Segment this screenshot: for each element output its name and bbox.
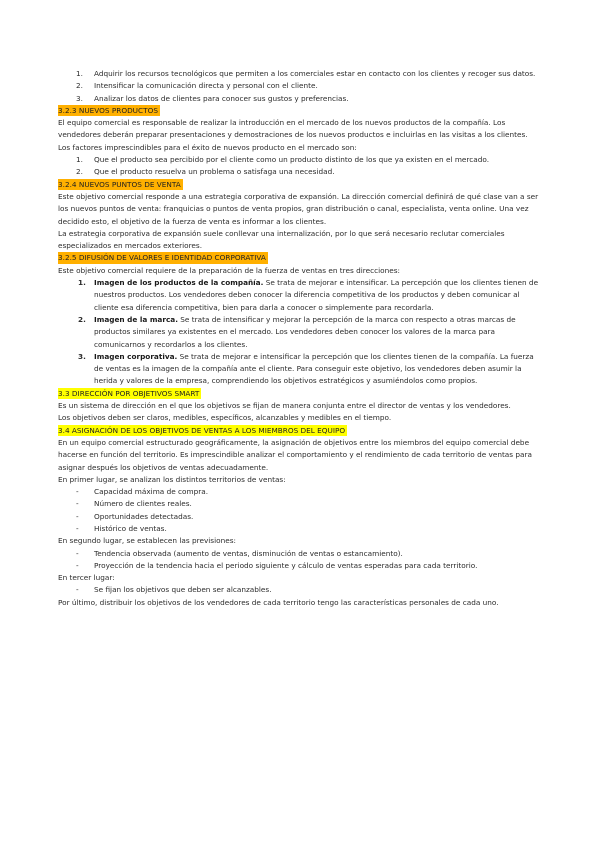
paragraph: En un equipo comercial estructurado geográficamente, la asignación de objetivos entre los miembros del equipo comercial debe hacerse en función del territorio. Es imprescindible analizar el comportamiento y el rendimiento de cada territorio de ventas para asignar después los objetivos de ventas adecuadamente. — [58, 437, 532, 472]
objectives-list — [58, 584, 544, 596]
list-item: - Tendencia observada (aumento de ventas, disminución de ventas o estancamiento). — [76, 548, 403, 558]
paragraph: En primer lugar, se analizan los distintos territorios de ventas: — [58, 474, 286, 484]
list-item: 1. Que el producto sea percibido por el cliente como un producto distinto de los que ya existen en el mercado. — [76, 155, 490, 165]
list-item: 3. Analizar los datos de clientes para conocer sus gustos y preferencias. — [76, 93, 349, 103]
factors-list — [58, 154, 544, 179]
section-heading-3-2-4: 3.2.4 NUEVOS PUNTOS DE VENTA — [58, 179, 181, 189]
paragraph: Es un sistema de dirección en el que los objetivos se fijan de manera conjunta entre el director de ventas y los vendedores. — [58, 401, 511, 411]
directions-list — [58, 277, 544, 388]
list-item: 1. Adquirir los recursos tecnológicos que permiten a los comerciales estar en contacto con los clientes y recoger sus datos. — [76, 69, 536, 78]
paragraph: Este objetivo comercial responde a una estrategia corporativa de expansión. La dirección comercial definirá de qué clase van a ser los nuevos puntos de venta: franquicias o puntos de venta propios, gran distribución o canal, especialista, venta online. Una vez decidido esto, el objetivo de la fuerza de venta es informar a los clientes. — [58, 191, 539, 226]
intro-list — [58, 68, 544, 105]
paragraph: El equipo comercial es responsable de realizar la introducción en el mercado de los nuevos productos de la compañía. Los vendedores deberán preparar presentaciones y demostraciones de los nuevos productos e incluirlas en las visitas a los clientes. — [58, 118, 528, 140]
list-item: 3. Imagen corporativa. Se trata de mejorar e intensificar la percepción que los clientes tienen de la compañía. La fuerza de ventas es la imagen de la compañía ante el cliente. Para conseguir este objetivo, los vendedores deben asumir la herida y valores de la empresa, comprendiendo los objetivos estratégicos y asumiéndolos como propios. — [78, 351, 534, 386]
list-item: - Oportunidades detectadas. — [76, 511, 194, 521]
section-heading-3-3: 3.3 DIRECCIÓN POR OBJETIVOS SMART — [58, 388, 200, 398]
list-item: 2. Imagen de la marca. Se trata de intensificar y mejorar la percepción de la marca con respecto a otras marcas de productos similares ya existentes en el mercado. Los vendedores deben conocer los valores de la marca para comunicarnos y recordarlos a los clientes. — [78, 314, 516, 349]
paragraph: En segundo lugar, se establecen las previsiones: — [58, 536, 236, 546]
paragraph: Por último, distribuir los objetivos de los vendedores de cada territorio tengo las características personales de cada uno. — [58, 597, 499, 607]
forecast-list — [58, 548, 544, 573]
paragraph: Los factores imprescindibles para el éxito de nuevos producto en el mercado son: — [58, 142, 357, 152]
list-item: - Histórico de ventas. — [76, 523, 167, 533]
list-item: - Número de clientes reales. — [76, 499, 192, 509]
list-item: 2. Intensificar la comunicación directa y personal con el cliente. — [76, 81, 318, 91]
paragraph: Este objetivo comercial requiere de la preparación de la fuerza de ventas en tres direcciones: — [58, 265, 400, 275]
paragraph: En tercer lugar: — [58, 573, 115, 583]
list-item: - Se fijan los objetivos que deben ser alcanzables. — [76, 585, 272, 595]
paragraph: Los objetivos deben ser claros, medibles, específicos, alcanzables y medibles en el tiempo. — [58, 413, 392, 423]
list-item: - Proyección de la tendencia hacia el periodo siguiente y cálculo de ventas esperadas para cada territorio. — [76, 560, 478, 570]
territories-list — [58, 486, 544, 535]
list-item: - Capacidad máxima de compra. — [76, 487, 209, 497]
paragraph: La estrategia corporativa de expansión suele conllevar una internalización, por lo que será necesario reclutar comerciales especializados en mercados exteriores. — [58, 228, 505, 251]
section-heading-3-2-3: 3.2.3 NUEVOS PRODUCTOS — [58, 105, 158, 115]
list-item: 1. Imagen de los productos de la compañía. Se trata de mejorar e intensificar. La percepción que los clientes tienen de nuestros productos. Los vendedores deben conocer la diferencia competitiva de los productos y deben comunicar al cliente esa diferencia competitiva, bien para darla a conocer o simplemente para recordarla. — [78, 278, 539, 312]
section-heading-3-4: 3.4 ASIGNACIÓN DE LOS OBJETIVOS DE VENTAS A LOS MIEMBROS DEL EQUIPO — [58, 425, 346, 435]
section-heading-3-2-5: 3.2.5 DIFUSIÓN DE VALORES E IDENTIDAD CORPORATIVA — [58, 253, 266, 263]
list-item: 2. Que el producto resuelva un problema o satisfaga una necesidad. — [76, 167, 335, 177]
